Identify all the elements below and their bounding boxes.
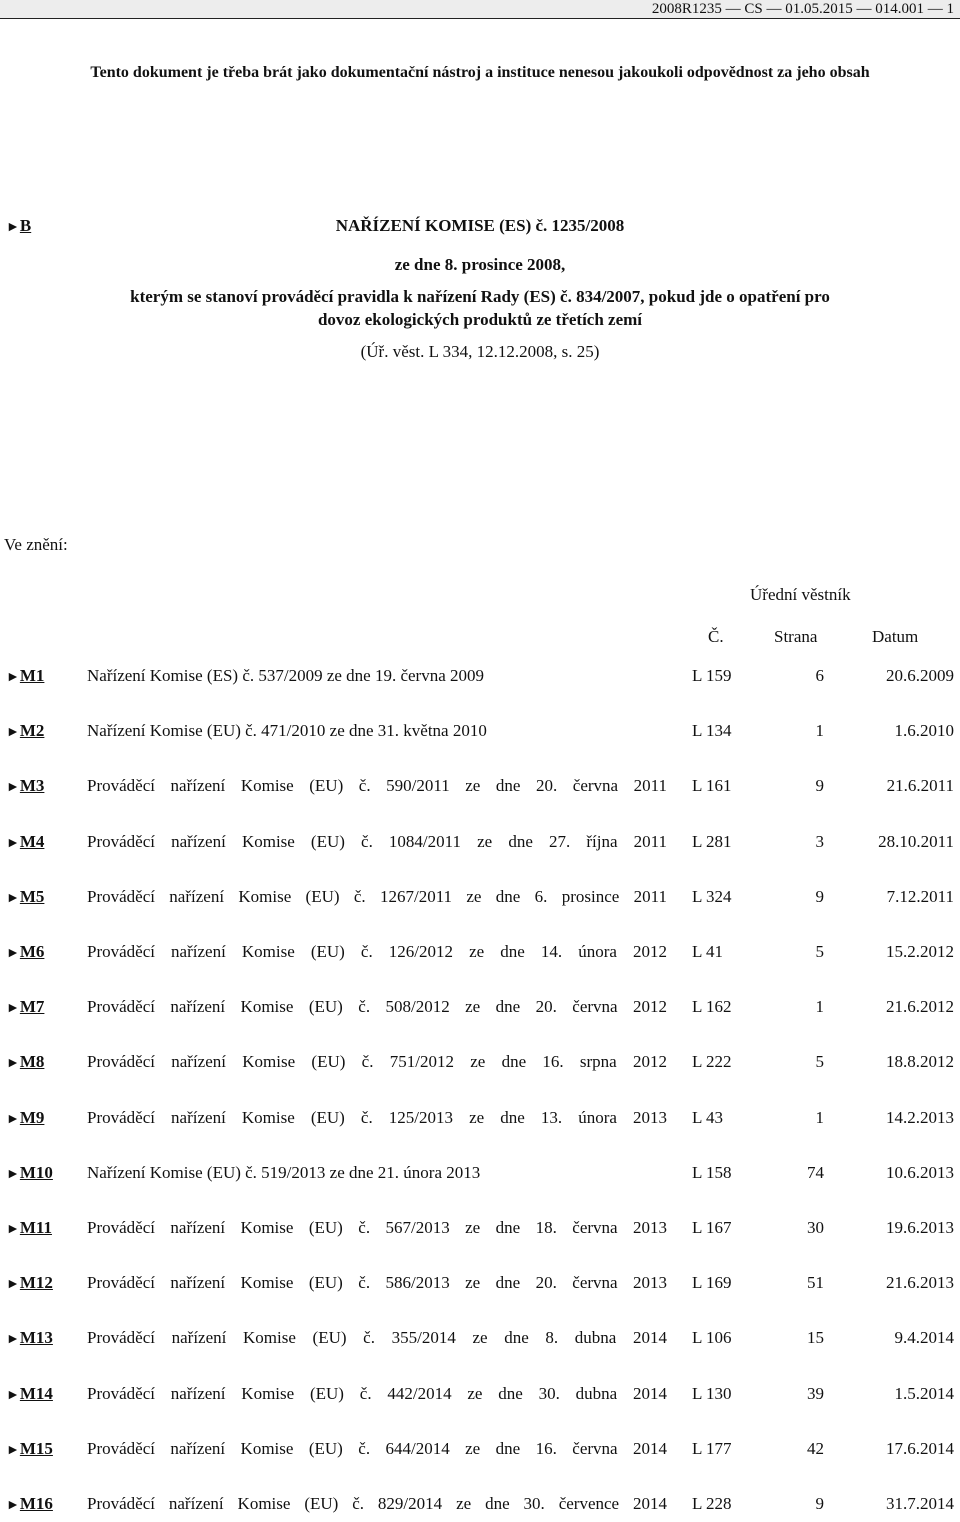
amendment-code: M4 [19,832,45,851]
arrow-icon: ► [6,891,20,906]
journal-page: 74 [807,1163,824,1182]
amendment-description: Prováděcí nařízení Komise (EU) č. 125/2013 ze dne 13. února 2013 [87,1108,667,1127]
journal-date: 1.5.2014 [894,1384,954,1403]
amendment-description: Prováděcí nařízení Komise (EU) č. 442/2014 ze dne 30. dubna 2014 [87,1384,667,1403]
arrow-icon: ► [6,725,20,740]
journal-number: L 167 [692,1218,732,1237]
column-number-header: Č. [708,627,724,646]
header-reference: 2008R1235 — CS — 01.05.2015 — 014.001 — 1 [651,1,954,17]
arrow-icon: ► [6,1332,20,1347]
amendment-description: Prováděcí nařízení Komise (EU) č. 567/2013 ze dne 18. června 2013 [87,1218,667,1237]
journal-date: 18.8.2012 [886,1052,954,1071]
amendment-code: M14 [19,1384,53,1403]
amendment-code: M7 [19,997,45,1016]
amendment-marker-m11[interactable] [6,1218,52,1238]
journal-number: L 161 [692,776,732,795]
amendment-description: Nařízení Komise (EU) č. 471/2010 ze dne 31. května 2010 [87,721,487,740]
document-header [0,0,960,19]
table-row [0,721,960,749]
journal-page: 30 [807,1218,824,1237]
arrow-icon: ► [6,1167,20,1182]
arrow-icon: ► [6,780,20,795]
journal-date: 19.6.2013 [886,1218,954,1237]
amendment-code: M9 [19,1108,45,1127]
amendment-code: M2 [19,721,45,740]
journal-date: 21.6.2012 [886,997,954,1016]
amendment-description: Nařízení Komise (ES) č. 537/2009 ze dne 19. června 2009 [87,666,485,685]
journal-page: 6 [815,666,824,685]
journal-page: 9 [815,776,824,795]
amendment-marker-m9[interactable] [6,1108,44,1128]
arrow-icon: ► [6,1112,20,1127]
title-line-1: NAŘÍZENÍ KOMISE (ES) č. 1235/2008 [335,216,625,235]
amendment-description: Prováděcí nařízení Komise (EU) č. 355/2014 ze dne 8. dubna 2014 [87,1328,667,1347]
arrow-icon: ► [6,946,20,961]
arrow-icon: ► [6,1443,20,1458]
amendment-marker-m14[interactable] [6,1384,53,1404]
journal-page: 51 [807,1273,824,1292]
amendment-code: M6 [19,942,45,961]
amendment-marker-m15[interactable] [6,1439,53,1459]
arrow-icon: ► [6,1498,20,1513]
journal-page: 42 [807,1439,824,1458]
table-row [0,1273,960,1301]
amendment-marker-m5[interactable] [6,887,44,907]
title-line-2: ze dne 8. prosince 2008, [394,255,566,274]
journal-page: 5 [815,942,824,961]
table-row [0,1108,960,1136]
journal-page: 9 [815,1494,824,1513]
amendment-description: Prováděcí nařízení Komise (EU) č. 508/2012 ze dne 20. června 2012 [87,997,667,1016]
amendment-code: M10 [19,1163,53,1182]
journal-page: 3 [815,832,824,851]
journal-number: L 41 [692,942,724,961]
disclaimer: Tento dokument je třeba brát jako dokumentační nástroj a instituce nenesou jakoukoli odpovědnost za jeho obsah [90,64,870,81]
arrow-icon: ► [6,1056,20,1071]
amendment-code: M16 [19,1494,53,1513]
amendment-marker-m16[interactable] [6,1494,53,1514]
journal-number: L 169 [692,1273,732,1292]
table-row [0,832,960,860]
journal-number: L 159 [692,666,732,685]
amendment-marker-m7[interactable] [6,997,44,1017]
journal-date: 10.6.2013 [886,1163,954,1182]
amendment-code: M1 [19,666,45,685]
journal-date: 9.4.2014 [894,1328,954,1347]
amendment-marker-m2[interactable] [6,721,44,741]
arrow-icon: ► [6,220,20,235]
journal-number: L 130 [692,1384,732,1403]
arrow-icon: ► [6,836,20,851]
journal-page: 9 [815,887,824,906]
amendment-description: Prováděcí nařízení Komise (EU) č. 829/2014 ze dne 30. července 2014 [87,1494,667,1513]
amendment-code: M13 [19,1328,53,1347]
table-row [0,1163,960,1191]
journal-number: L 158 [692,1163,732,1182]
journal-date: 17.6.2014 [886,1439,954,1458]
amendment-code: M11 [19,1218,52,1237]
amendment-marker-m10[interactable] [6,1163,53,1183]
amendments-label: Ve znění: [4,535,68,554]
column-group-header: Úřední věstník [750,585,851,604]
table-row [0,1384,960,1412]
journal-number: L 106 [692,1328,732,1347]
amendment-description: Prováděcí nařízení Komise (EU) č. 1084/2011 ze dne 27. října 2011 [87,832,667,851]
amendment-marker-m8[interactable] [6,1052,44,1072]
amendment-marker-m6[interactable] [6,942,44,962]
arrow-icon: ► [6,1277,20,1292]
amendment-description: Prováděcí nařízení Komise (EU) č. 586/2013 ze dne 20. června 2013 [87,1273,667,1292]
journal-date: 21.6.2011 [886,776,954,795]
amendment-code: M12 [19,1273,53,1292]
journal-date: 31.7.2014 [886,1494,954,1513]
table-row [0,1218,960,1246]
journal-number: L 162 [692,997,732,1016]
journal-date: 1.6.2010 [894,721,954,740]
amendment-marker-m3[interactable] [6,776,44,796]
amendment-code: M5 [19,887,45,906]
table-row [0,1052,960,1080]
journal-date: 15.2.2012 [886,942,954,961]
journal-page: 1 [815,1108,824,1127]
base-code: B [19,216,32,235]
amendment-description: Nařízení Komise (EU) č. 519/2013 ze dne 21. února 2013 [87,1163,481,1182]
amendment-code: M15 [19,1439,53,1458]
amendment-description: Prováděcí nařízení Komise (EU) č. 751/2012 ze dne 16. srpna 2012 [87,1052,667,1071]
amendment-marker-m12[interactable] [6,1273,53,1293]
title-line-3: kterým se stanoví prováděcí pravidla k nařízení Rady (ES) č. 834/2007, pokud jde o opatření pro [130,287,830,306]
journal-date: 21.6.2013 [886,1273,954,1292]
table-row [0,776,960,804]
journal-date: 14.2.2013 [886,1108,954,1127]
journal-page: 1 [815,997,824,1016]
journal-number: L 281 [692,832,732,851]
title-line-4: dovoz ekologických produktů ze třetích zemí [317,310,643,329]
arrow-icon: ► [6,1001,20,1016]
arrow-icon: ► [6,670,20,685]
journal-page: 1 [815,721,824,740]
table-row [0,942,960,970]
journal-page: 5 [815,1052,824,1071]
amendment-marker-m1[interactable] [6,666,44,686]
journal-date: 7.12.2011 [886,887,954,906]
amendment-code: M3 [19,776,45,795]
journal-page: 15 [807,1328,824,1347]
table-row [0,1439,960,1467]
column-date-header: Datum [872,627,919,646]
publication-reference: (Úř. věst. L 334, 12.12.2008, s. 25) [360,342,600,361]
table-row [0,1328,960,1356]
amendment-description: Prováděcí nařízení Komise (EU) č. 1267/2011 ze dne 6. prosince 2011 [87,887,667,906]
journal-date: 28.10.2011 [878,832,954,851]
journal-number: L 324 [692,887,732,906]
journal-number: L 222 [692,1052,732,1071]
arrow-icon: ► [6,1388,20,1403]
table-row [0,666,960,694]
amendment-description: Prováděcí nařízení Komise (EU) č. 590/2011 ze dne 20. června 2011 [87,776,667,795]
amendment-marker-m4[interactable] [6,832,44,852]
table-row [0,997,960,1025]
amendment-code: M8 [19,1052,45,1071]
journal-date: 20.6.2009 [886,666,954,685]
journal-page: 39 [807,1384,824,1403]
amendment-description: Prováděcí nařízení Komise (EU) č. 644/2014 ze dne 16. června 2014 [87,1439,667,1458]
journal-number: L 177 [692,1439,732,1458]
table-row [0,887,960,915]
journal-number: L 134 [692,721,732,740]
amendment-marker-m13[interactable] [6,1328,53,1348]
journal-number: L 43 [692,1108,724,1127]
journal-number: L 228 [692,1494,732,1513]
arrow-icon: ► [6,1222,20,1237]
amendment-description: Prováděcí nařízení Komise (EU) č. 126/2012 ze dne 14. února 2012 [87,942,667,961]
column-page-header: Strana [774,627,818,646]
